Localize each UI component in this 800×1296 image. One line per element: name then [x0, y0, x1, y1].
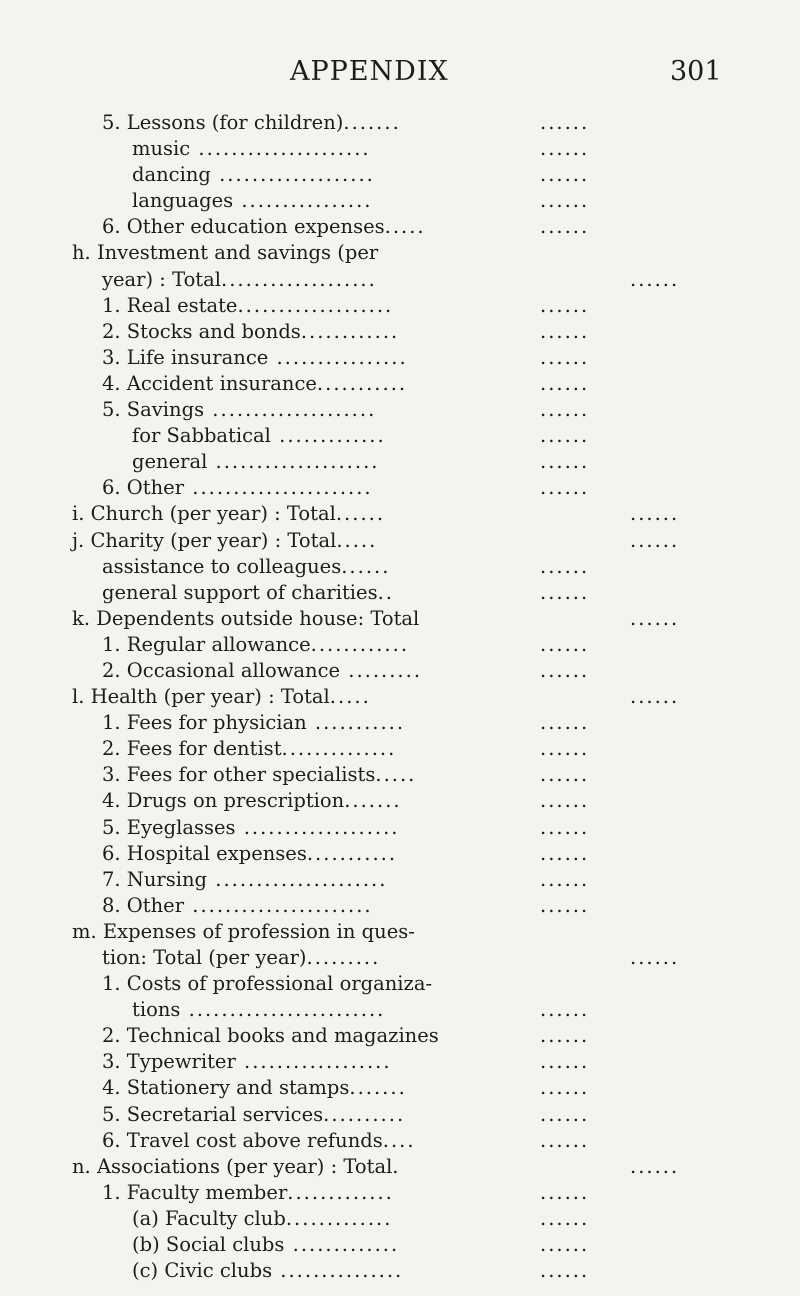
item-label: [72, 501, 385, 527]
item-text: j. Charity (per year) : Total: [72, 528, 337, 552]
amount-blank: ......: [540, 763, 590, 787]
budget-item-row: [0, 606, 800, 632]
dot-leader: .............: [270, 424, 386, 448]
amount-blank: ......: [540, 554, 590, 578]
budget-item-row: [0, 319, 800, 345]
amount-blank: ......: [540, 111, 590, 134]
amount-blank: ......: [540, 371, 590, 395]
amount-blank: ......: [630, 502, 680, 526]
item-label: [102, 632, 409, 658]
amount-blank: ......: [540, 1206, 590, 1230]
item-label: [102, 1075, 407, 1101]
amount-blank: ......: [540, 163, 590, 187]
item-label: [132, 1206, 392, 1232]
item-label: [102, 1023, 439, 1049]
budget-item-list: [0, 110, 800, 1284]
item-label: [72, 1154, 399, 1180]
item-text: i. Church (per year) : Total: [72, 502, 336, 526]
dot-leader: .............: [284, 1233, 400, 1257]
item-text: m. Expenses of profession in ques-: [72, 919, 415, 943]
item-text: 2. Fees for dentist: [102, 737, 282, 761]
budget-item-row: [0, 632, 800, 658]
dot-leader: ..........: [323, 1102, 406, 1126]
budget-item-row: [0, 397, 800, 423]
budget-item-row: [0, 345, 800, 371]
item-label: [132, 162, 375, 188]
amount-blank: ......: [540, 1050, 590, 1074]
amount-blank: ......: [540, 632, 590, 656]
item-label: [132, 997, 385, 1023]
budget-item-row: [0, 945, 800, 971]
dot-leader: ............: [300, 319, 400, 343]
dot-leader: ......................: [184, 476, 373, 500]
item-label: [102, 267, 377, 293]
amount-blank: ......: [630, 685, 680, 709]
item-label: [102, 893, 373, 919]
budget-item-row: [0, 893, 800, 919]
amount-blank: ......: [540, 189, 590, 213]
item-text: 5. Secretarial services: [102, 1102, 324, 1126]
budget-item-row: [0, 788, 800, 814]
item-label: [102, 1102, 405, 1128]
dot-leader: ................: [233, 189, 373, 213]
amount-blank: ......: [540, 893, 590, 917]
amount-blank: ......: [540, 1233, 590, 1257]
budget-item-row: [0, 841, 800, 867]
dot-leader: ................: [268, 345, 408, 369]
item-text: (c) Civic clubs: [132, 1259, 273, 1283]
amount-blank: ......: [540, 137, 590, 161]
budget-item-row: [0, 815, 800, 841]
budget-item-row: [0, 214, 800, 240]
budget-item-row: [0, 762, 800, 788]
item-label: [102, 736, 396, 762]
item-text: 1. Fees for physician: [102, 711, 307, 735]
budget-item-row: [0, 293, 800, 319]
dot-leader: .....: [384, 215, 426, 239]
budget-item-row: [0, 1206, 800, 1232]
item-label: [132, 1258, 403, 1284]
amount-blank: ......: [540, 789, 590, 813]
amount-blank: ......: [540, 841, 590, 865]
amount-blank: ......: [540, 580, 590, 604]
dot-leader: .............: [287, 1180, 394, 1204]
budget-item-row: [0, 423, 800, 449]
amount-blank: ......: [540, 1024, 590, 1048]
item-label: [102, 397, 376, 423]
amount-blank: ......: [630, 1154, 680, 1178]
amount-blank: ......: [540, 1259, 590, 1283]
item-label: [72, 240, 378, 266]
amount-blank: ......: [540, 319, 590, 343]
item-text: 5. Lessons (for children): [102, 111, 344, 134]
dot-leader: ....................: [204, 398, 377, 422]
budget-item-row: [0, 528, 800, 554]
amount-blank: ......: [540, 1102, 590, 1126]
item-text: general: [132, 450, 208, 474]
dot-leader: ...................: [210, 163, 375, 187]
amount-blank: ......: [540, 998, 590, 1022]
budget-item-row: [0, 971, 800, 997]
dot-leader: .........: [306, 946, 381, 969]
dot-leader: .......: [344, 789, 402, 813]
item-label: [102, 293, 393, 319]
item-label: [102, 110, 401, 136]
item-label: [102, 1128, 416, 1154]
amount-blank: ......: [540, 711, 590, 735]
amount-blank: ......: [630, 528, 680, 552]
budget-item-row: [0, 188, 800, 214]
budget-item-row: [0, 1128, 800, 1154]
item-label: [102, 658, 422, 684]
item-text: 6. Hospital expenses: [102, 841, 307, 865]
dot-leader: ...........: [306, 841, 398, 865]
item-text: 6. Other: [102, 476, 185, 500]
item-text: 5. Eyeglasses: [102, 815, 236, 839]
budget-item-row: [0, 501, 800, 527]
budget-item-row: [0, 1075, 800, 1101]
item-label: [72, 919, 415, 945]
item-text: 4. Accident insurance: [102, 371, 317, 395]
item-text: 1. Real estate: [102, 293, 238, 317]
dot-leader: .....: [375, 763, 417, 787]
running-head: APPENDIX: [290, 56, 449, 87]
item-label: [132, 188, 373, 214]
dot-leader: ..............: [281, 737, 397, 761]
budget-item-row: [0, 475, 800, 501]
dot-leader: ....................: [207, 450, 380, 474]
dot-leader: ...................: [237, 293, 394, 317]
item-text: 7. Nursing: [102, 867, 208, 891]
item-label: [102, 1049, 392, 1075]
amount-blank: ......: [540, 1128, 590, 1152]
item-label: [132, 423, 386, 449]
item-text: tion: Total (per year): [102, 946, 307, 969]
item-text: music: [132, 137, 191, 161]
amount-blank: ......: [540, 658, 590, 682]
item-text: (a) Faculty club: [132, 1206, 286, 1230]
dot-leader: ......: [335, 502, 386, 526]
amount-blank: ......: [540, 867, 590, 891]
item-text: 2. Technical books and magazines: [102, 1024, 439, 1048]
item-text: 6. Other education expenses: [102, 215, 385, 239]
dot-leader: ....: [382, 1128, 416, 1152]
budget-item-row: [0, 1232, 800, 1258]
budget-item-row: [0, 554, 800, 580]
item-text: tions: [132, 998, 181, 1022]
item-text: 4. Drugs on prescription: [102, 789, 345, 813]
item-label: [102, 945, 380, 971]
budget-item-row: [0, 1258, 800, 1284]
dot-leader: .....: [336, 528, 378, 552]
page-header: [0, 56, 800, 96]
item-text: 6. Travel cost above refunds: [102, 1128, 383, 1152]
item-text: k. Dependents outside house: Total: [72, 606, 420, 630]
item-label: [102, 971, 432, 997]
item-text: 1. Regular allowance: [102, 632, 311, 656]
item-label: [102, 475, 373, 501]
budget-item-row: [0, 371, 800, 397]
item-text: 2. Occasional allowance: [102, 658, 341, 682]
item-label: [102, 762, 416, 788]
dot-leader: ...................: [235, 815, 400, 839]
item-text: (b) Social clubs: [132, 1233, 285, 1257]
item-label: [132, 449, 379, 475]
item-text: 8. Other: [102, 893, 185, 917]
amount-blank: ......: [540, 345, 590, 369]
dot-leader: ......................: [184, 893, 373, 917]
item-label: [102, 1180, 394, 1206]
dot-leader: ...................: [221, 267, 377, 291]
budget-item-row: [0, 449, 800, 475]
dot-leader: .............: [285, 1206, 393, 1230]
amount-blank: ......: [540, 815, 590, 839]
budget-item-row: [0, 1154, 800, 1180]
dot-leader: ...........: [306, 711, 406, 735]
dot-leader: .....................: [190, 137, 371, 161]
amount-blank: ......: [540, 737, 590, 761]
page-number: 301: [670, 56, 722, 87]
amount-blank: ......: [540, 293, 590, 317]
item-label: [102, 580, 394, 606]
item-label: [72, 684, 371, 710]
budget-item-row: [0, 710, 800, 736]
budget-item-row: [0, 1102, 800, 1128]
amount-blank: ......: [630, 946, 680, 969]
budget-item-row: [0, 1180, 800, 1206]
amount-blank: ......: [540, 1180, 590, 1204]
amount-blank: ......: [540, 424, 590, 448]
budget-item-row: [0, 1023, 800, 1049]
dot-leader: ............: [310, 632, 410, 656]
item-label: [102, 788, 402, 814]
item-text: l. Health (per year) : Total: [72, 685, 330, 709]
dot-leader: .....: [329, 685, 371, 709]
item-label: [102, 867, 387, 893]
budget-item-row: [0, 684, 800, 710]
dot-leader: .......: [349, 1076, 407, 1100]
item-label: [132, 1232, 399, 1258]
budget-item-row: [0, 1049, 800, 1075]
dot-leader: .........: [340, 658, 423, 682]
item-text: 1. Faculty member: [102, 1180, 288, 1204]
budget-item-row: [0, 110, 800, 136]
amount-blank: ......: [630, 267, 680, 291]
budget-item-row: [0, 867, 800, 893]
budget-item-row: [0, 919, 800, 945]
budget-item-row: [0, 162, 800, 188]
item-label: [102, 319, 399, 345]
item-text: year) : Total: [102, 267, 222, 291]
budget-item-row: [0, 136, 800, 162]
item-label: [72, 528, 377, 554]
item-label: [72, 606, 419, 632]
dot-leader: ..: [377, 580, 394, 604]
item-text: languages: [132, 189, 234, 213]
dot-leader: ...........: [316, 371, 408, 395]
item-label: [102, 371, 407, 397]
item-label: [102, 214, 426, 240]
item-text: 3. Life insurance: [102, 345, 269, 369]
budget-item-row: [0, 580, 800, 606]
amount-blank: ......: [540, 215, 590, 239]
amount-blank: ......: [540, 450, 590, 474]
dot-leader: ..................: [235, 1050, 392, 1074]
item-text: h. Investment and savings (per: [72, 241, 379, 265]
budget-item-row: [0, 997, 800, 1023]
item-text: assistance to colleagues: [102, 554, 342, 578]
item-label: [102, 345, 408, 371]
budget-item-row: [0, 240, 800, 266]
amount-blank: ......: [540, 398, 590, 422]
budget-item-row: [0, 658, 800, 684]
amount-blank: ......: [540, 1076, 590, 1100]
item-label: [102, 554, 390, 580]
item-text: dancing: [132, 163, 211, 187]
item-text: 3. Typewriter: [102, 1050, 236, 1074]
amount-blank: ......: [540, 476, 590, 500]
budget-item-row: [0, 736, 800, 762]
item-text: 2. Stocks and bonds: [102, 319, 301, 343]
dot-leader: .....................: [207, 867, 388, 891]
item-text: 3. Fees for other specialists: [102, 763, 376, 787]
item-label: [102, 815, 400, 841]
item-label: [132, 136, 371, 162]
item-text: general support of charities: [102, 580, 378, 604]
item-text: for Sabbatical: [132, 424, 271, 448]
item-text: n. Associations (per year) : Total.: [72, 1154, 399, 1178]
item-label: [102, 841, 397, 867]
item-text: 4. Stationery and stamps: [102, 1076, 350, 1100]
amount-blank: ......: [630, 606, 680, 630]
item-text: 1. Costs of professional organiza-: [102, 972, 433, 996]
item-text: 5. Savings: [102, 398, 205, 422]
dot-leader: ........................: [180, 998, 386, 1022]
dot-leader: ...............: [272, 1259, 404, 1283]
budget-item-row: [0, 267, 800, 293]
dot-leader: .......: [343, 111, 401, 134]
item-label: [102, 710, 405, 736]
dot-leader: ......: [341, 554, 391, 578]
